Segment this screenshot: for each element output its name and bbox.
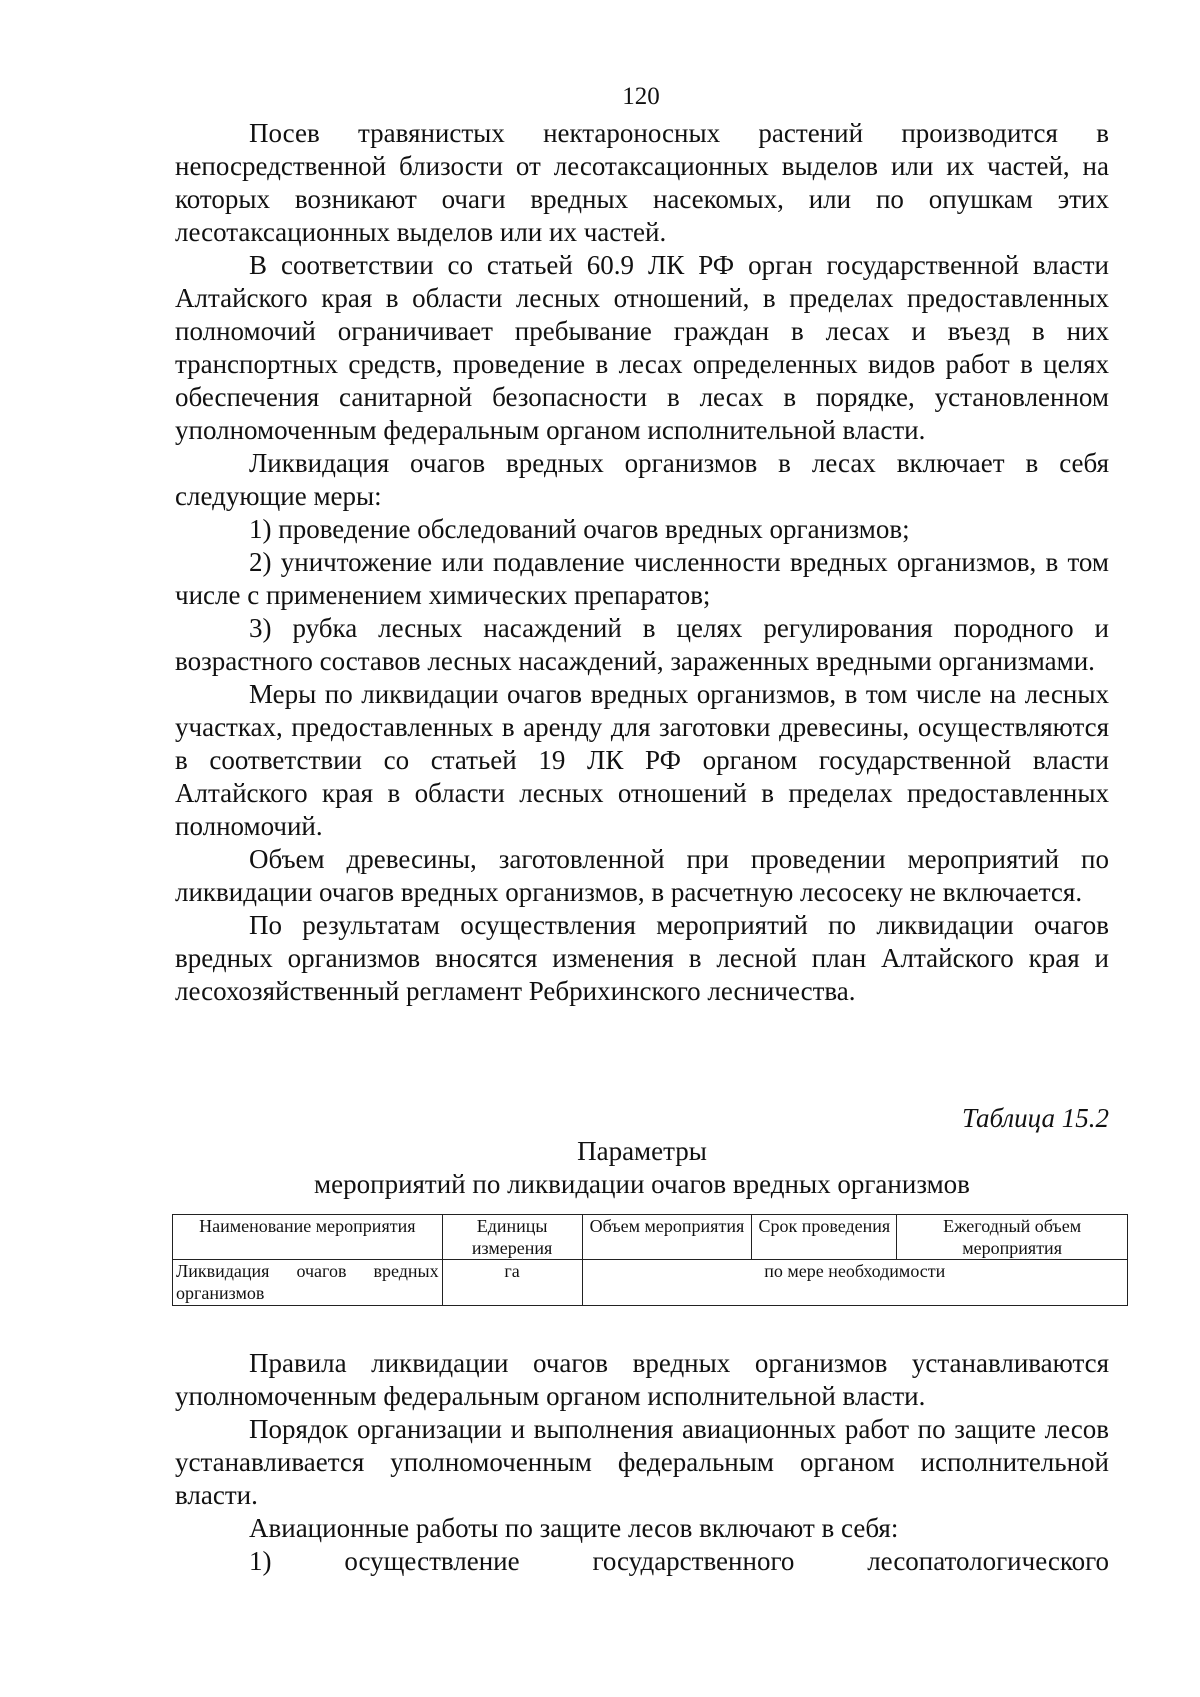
table-title <box>175 1135 1109 1201</box>
paragraph: По результатам осуществления мероприятий по ликвидации очагов вредных организмов вносятся изменения в лесной план Алтайского края и лесохозяйственный регламент Ребрихинского лесничества. <box>175 910 1109 1006</box>
table-cell-name: Ликвидация очагов вредных организмов <box>173 1260 443 1306</box>
body-text-top <box>175 117 1109 1008</box>
paragraph: Объем древесины, заготовленной при проведении мероприятий по ликвидации очагов вредных организмов, в расчетную лесосеку не включается. <box>175 844 1109 907</box>
list-item-paragraph: 1) осуществление государственного лесопатологического <box>249 1546 1109 1576</box>
list-item-paragraph: 1) проведение обследований очагов вредных организмов; <box>249 514 910 544</box>
paragraph: Посев травянистых нектароносных растений производится в непосредственной близости от лесотаксационных выделов или их частей, на которых возникают очаги вредных насекомых, или по опушкам этих лесотаксационных выделов или их частей. <box>175 118 1109 247</box>
paragraph: Порядок организации и выполнения авиационных работ по защите лесов устанавливается уполномоченным федеральным органом исполнительной власти. <box>175 1414 1109 1510</box>
table-header-row <box>173 1215 1128 1260</box>
paragraph: Ликвидация очагов вредных организмов в лесах включает в себя следующие меры: <box>175 448 1109 511</box>
table-caption: Таблица 15.2 <box>961 1103 1109 1133</box>
table-header-cell: Наименование мероприятия <box>173 1215 443 1260</box>
table-header-cell: Срок проведения <box>752 1215 897 1260</box>
paragraph: Меры по ликвидации очагов вредных организмов, в том числе на лесных участках, предоставленных в аренду для заготовки древесины, осуществляются в соответствии со статьей 19 ЛК РФ органом государственной власти Алтайского края в области лесных отношений в пределах предоставленных полномочий. <box>175 679 1109 841</box>
body-text-bottom <box>175 1347 1109 1578</box>
paragraph: В соответствии со статьей 60.9 ЛК РФ орган государственной власти Алтайского края в области лесных отношений, в пределах предоставленных полномочий ограничивает пребывание граждан в лесах и въезд в них транспортных средств, проведение в лесах определенных видов работ в целях обеспечения санитарной безопасности в лесах в порядке, установленном уполномоченным федеральным органом исполнительной власти. <box>175 250 1109 445</box>
table-cell-merged-value: по мере необходимости <box>582 1260 1127 1306</box>
table-cell-unit: га <box>442 1260 582 1306</box>
table-header-cell: Объем мероприятия <box>582 1215 752 1260</box>
list-item-paragraph: 2) уничтожение или подавление численности вредных организмов, в том числе с применением химических препаратов; <box>175 547 1109 610</box>
paragraph: Правила ликвидации очагов вредных организмов устанавливаются уполномоченным федеральным органом исполнительной власти. <box>175 1348 1109 1411</box>
page-number: 120 <box>622 83 660 110</box>
list-item-paragraph: 3) рубка лесных насаждений в целях регулирования породного и возрастного составов лесных насаждений, зараженных вредными организмами. <box>175 613 1109 676</box>
table-row <box>173 1260 1128 1306</box>
table-header-cell: Единицы измерения <box>442 1215 582 1260</box>
paragraph: Авиационные работы по защите лесов включают в себя: <box>249 1513 899 1543</box>
table-header-cell: Ежегодный объем мероприятия <box>897 1215 1128 1260</box>
table-title-line: мероприятий по ликвидации очагов вредных организмов <box>314 1169 970 1199</box>
table-title-line: Параметры <box>577 1136 707 1166</box>
parameters-table <box>172 1214 1128 1306</box>
